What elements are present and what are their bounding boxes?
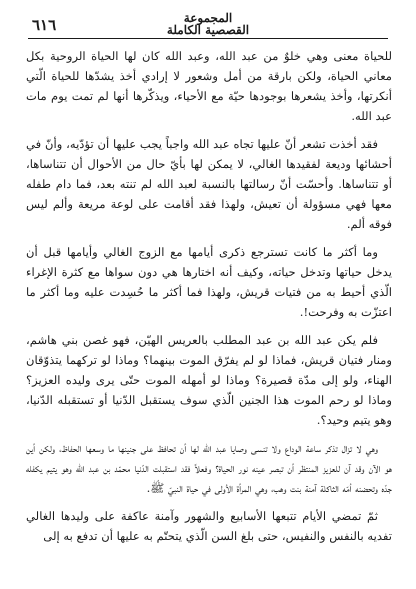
paragraph: وما أكثر ما كانت تسترجع ذكرى أيامها مع الزوج الغالي وأيامها قبل أن يدخل حياتها وتدخل حياته، وكيف أنه اختارها هي دون سواها مع كثرة الإغراء الّذي أحيط به من فتيات قريش، ولهذا فما أكثر ما حُسِدت عليه وما أكثر ما اعتزّت به وفرحت!.: [26, 245, 392, 319]
page-number: ٦١٦: [32, 16, 57, 34]
running-title-line-1: المجموعة: [183, 11, 233, 25]
paragraph: فلم يكن عبد الله بن عبد المطلب بالعريس الهيّن، فهو غصن بني هاشم، ومنار فتيان قريش، فماذا لو لم يفرّق الموت بينهما؟ وماذا لو تركهما يتذوّقان الهناء، ولو إلى مدّة قصيرة؟ وماذا لو أمهله الموت حتّى يرى وليده العزيز؟ وماذا لو رحم الموت هذا الجنين الّذي سوف يستقبل الدّنيا أو تستقبله الدّنيا، وهو يتيم وحيد؟.: [26, 333, 392, 427]
page-header: [28, 12, 388, 38]
body-text: [26, 46, 392, 554]
running-title-line-2: القصصية الكاملة: [166, 23, 250, 37]
paragraph: ثمّ تمضي الأيام تتبعها الأسابيع والشهور وآمنة عاكفة على وليدها الغالي تفديه بالنفس والنفيس، حتى بلغ السن الّذي يتحتّم به عليها أن تدفع به إلى: [26, 509, 392, 543]
header-divider: [28, 38, 388, 39]
running-title: [28, 12, 388, 36]
paragraph: للحياة معنى وهي خلوٌ من عبد الله، وعبد الله كان لها الحياة الروحية بكل معاني الحياة، ولكن بارقة من أمل وشعور لا إرادي أخذ يشدّها للحياة الّتي أنكرتها، وأخذ يشعرها بوجودها حيّة مع الأحياء، ويذكّرها أنها لم تمت يوم مات عبد الله.: [26, 49, 392, 123]
paragraph: فقد أخذت تشعر أنّ عليها تجاه عبد الله واجباً يجب عليها أن تؤدّيه، وأنّ في أحشائها وديعة لفقيدها الغالي، لا يمكن لها بأيّ حال من الأحوال أن تتناساها، أو تتناساها. وأحسّت أنّ رسالتها بالنسبة لعبد الله لم تنته بعد، فما دام طفله معها فهي مسؤولة أن تعيش، ولهذا فقد أقامت على لوعة مريعة وألم ليس فوقه ألم.: [26, 137, 392, 231]
paragraph: وهي لا تزال تذكر ساعة الوداع ولا تنسى وصايا عبد الله لها أن تحافظ على جنينها ما وسعها الحفاظ، ولكن أين هو الآن وقد آن للعزيز المنتظر أن تبصر عينه نور الحياة؟ وفعلاً فقد استقبلت الدّنيا محمّد بن عبد الله وهو يتيم يكفله جدّه وتحضنه أمّه الثاكلة آمنة بنت وهب، وهي المرأة الأولى في حياة النبيّ ﷺ.: [26, 441, 392, 495]
